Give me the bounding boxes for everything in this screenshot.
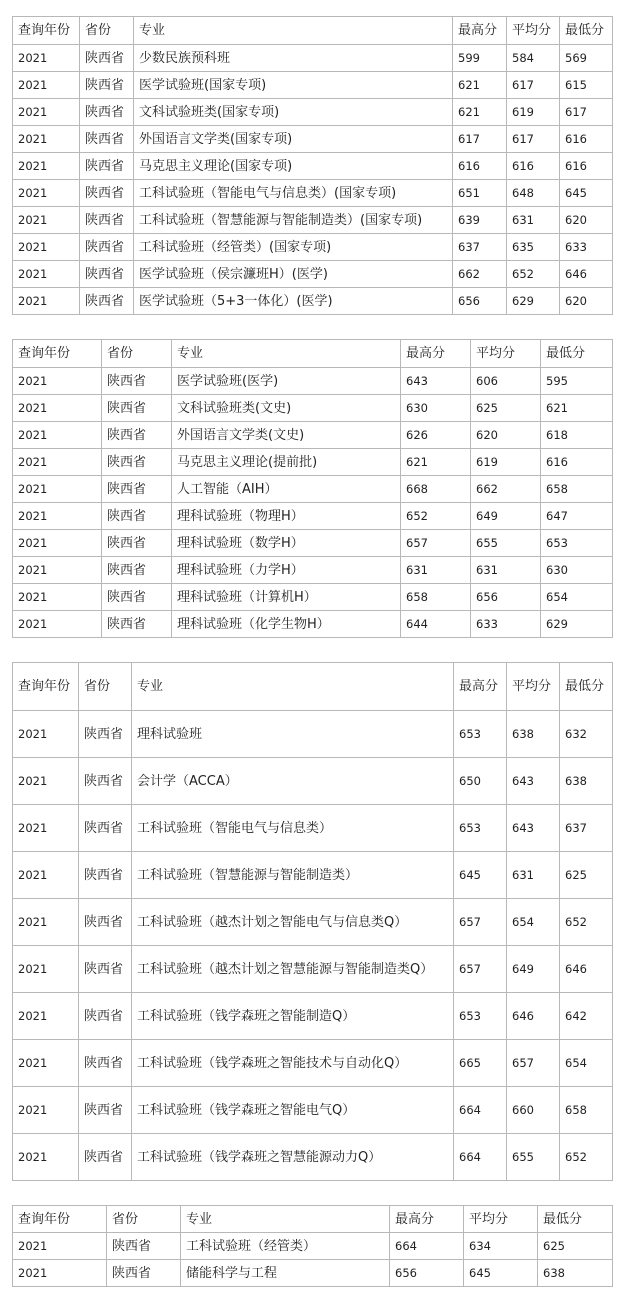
province-cell: 陕西省 bbox=[107, 1233, 181, 1260]
major-cell: 少数民族预科班 bbox=[134, 45, 453, 72]
min-score-cell: 652 bbox=[560, 1134, 613, 1181]
avg-score-cell: 645 bbox=[464, 1260, 538, 1287]
avg-score-cell: 652 bbox=[507, 261, 560, 288]
max-score-cell: 657 bbox=[401, 530, 471, 557]
province-cell: 陕西省 bbox=[80, 153, 134, 180]
min-score-cell: 638 bbox=[560, 758, 613, 805]
major-cell: 工科试验班（经管类）(国家专项) bbox=[134, 234, 453, 261]
max-score-cell: 643 bbox=[401, 368, 471, 395]
avg-score-header: 平均分 bbox=[507, 17, 560, 45]
table-row bbox=[13, 758, 613, 805]
major-cell: 工科试验班（智能电气与信息类） bbox=[132, 805, 454, 852]
max-score-cell: 653 bbox=[454, 993, 507, 1040]
table-row bbox=[13, 1040, 613, 1087]
year-cell: 2021 bbox=[13, 711, 79, 758]
min-score-cell: 646 bbox=[560, 261, 613, 288]
major-cell: 理科试验班（计算机H） bbox=[172, 584, 401, 611]
province-cell: 陕西省 bbox=[79, 805, 132, 852]
max-score-cell: 652 bbox=[401, 503, 471, 530]
year-cell: 2021 bbox=[13, 1233, 107, 1260]
header-row bbox=[13, 17, 613, 45]
min-score-cell: 615 bbox=[560, 72, 613, 99]
year-cell: 2021 bbox=[13, 395, 102, 422]
min-score-header: 最低分 bbox=[560, 17, 613, 45]
province-cell: 陕西省 bbox=[80, 288, 134, 315]
max-score-cell: 621 bbox=[453, 99, 507, 126]
table-row bbox=[13, 72, 613, 99]
table-row bbox=[13, 530, 613, 557]
avg-score-cell: 655 bbox=[471, 530, 541, 557]
header-row bbox=[13, 1206, 613, 1233]
major-cell: 医学试验班（侯宗濂班H）(医学) bbox=[134, 261, 453, 288]
admission-score-table-1 bbox=[12, 16, 613, 315]
max-score-cell: 665 bbox=[454, 1040, 507, 1087]
header-row bbox=[13, 340, 613, 368]
avg-score-cell: 643 bbox=[507, 758, 560, 805]
min-score-cell: 625 bbox=[560, 852, 613, 899]
min-score-cell: 647 bbox=[541, 503, 613, 530]
year-cell: 2021 bbox=[13, 45, 80, 72]
table-row bbox=[13, 422, 613, 449]
avg-score-cell: 662 bbox=[471, 476, 541, 503]
min-score-cell: 658 bbox=[560, 1087, 613, 1134]
table-row bbox=[13, 180, 613, 207]
major-cell: 工科试验班（越杰计划之智慧能源与智能制造类Q） bbox=[132, 946, 454, 993]
province-cell: 陕西省 bbox=[80, 72, 134, 99]
avg-score-cell: 584 bbox=[507, 45, 560, 72]
max-score-cell: 644 bbox=[401, 611, 471, 638]
province-cell: 陕西省 bbox=[107, 1260, 181, 1287]
avg-score-cell: 617 bbox=[507, 72, 560, 99]
min-score-cell: 632 bbox=[560, 711, 613, 758]
max-score-cell: 637 bbox=[453, 234, 507, 261]
year-header: 查询年份 bbox=[13, 340, 102, 368]
year-cell: 2021 bbox=[13, 1260, 107, 1287]
major-cell: 理科试验班 bbox=[132, 711, 454, 758]
year-cell: 2021 bbox=[13, 422, 102, 449]
major-cell: 人工智能（AIH） bbox=[172, 476, 401, 503]
table-row bbox=[13, 993, 613, 1040]
table-row bbox=[13, 503, 613, 530]
avg-score-cell: 646 bbox=[507, 993, 560, 1040]
table-row bbox=[13, 711, 613, 758]
table-row bbox=[13, 207, 613, 234]
max-score-cell: 616 bbox=[453, 153, 507, 180]
year-cell: 2021 bbox=[13, 476, 102, 503]
max-score-cell: 664 bbox=[454, 1087, 507, 1134]
avg-score-cell: 620 bbox=[471, 422, 541, 449]
avg-score-cell: 638 bbox=[507, 711, 560, 758]
max-score-cell: 651 bbox=[453, 180, 507, 207]
major-cell: 工科试验班（越杰计划之智能电气与信息类Q） bbox=[132, 899, 454, 946]
max-score-cell: 617 bbox=[453, 126, 507, 153]
min-score-cell: 633 bbox=[560, 234, 613, 261]
min-score-cell: 642 bbox=[560, 993, 613, 1040]
avg-score-cell: 629 bbox=[507, 288, 560, 315]
avg-score-cell: 657 bbox=[507, 1040, 560, 1087]
min-score-cell: 645 bbox=[560, 180, 613, 207]
province-cell: 陕西省 bbox=[80, 45, 134, 72]
year-cell: 2021 bbox=[13, 946, 79, 993]
table-row bbox=[13, 1087, 613, 1134]
province-cell: 陕西省 bbox=[80, 180, 134, 207]
province-cell: 陕西省 bbox=[79, 993, 132, 1040]
min-score-cell: 646 bbox=[560, 946, 613, 993]
province-header: 省份 bbox=[107, 1206, 181, 1233]
table-row bbox=[13, 45, 613, 72]
max-score-cell: 656 bbox=[390, 1260, 464, 1287]
table-row bbox=[13, 153, 613, 180]
major-cell: 文科试验班类(文史) bbox=[172, 395, 401, 422]
max-score-cell: 639 bbox=[453, 207, 507, 234]
max-score-cell: 664 bbox=[454, 1134, 507, 1181]
max-score-cell: 657 bbox=[454, 946, 507, 993]
min-score-cell: 630 bbox=[541, 557, 613, 584]
year-cell: 2021 bbox=[13, 584, 102, 611]
year-cell: 2021 bbox=[13, 805, 79, 852]
province-cell: 陕西省 bbox=[79, 946, 132, 993]
max-score-cell: 656 bbox=[453, 288, 507, 315]
table-row bbox=[13, 946, 613, 993]
avg-score-header: 平均分 bbox=[471, 340, 541, 368]
avg-score-cell: 649 bbox=[507, 946, 560, 993]
max-score-cell: 630 bbox=[401, 395, 471, 422]
avg-score-cell: 625 bbox=[471, 395, 541, 422]
province-cell: 陕西省 bbox=[80, 261, 134, 288]
year-cell: 2021 bbox=[13, 126, 80, 153]
min-score-cell: 595 bbox=[541, 368, 613, 395]
avg-score-cell: 654 bbox=[507, 899, 560, 946]
major-cell: 理科试验班（化学生物H） bbox=[172, 611, 401, 638]
table-row bbox=[13, 368, 613, 395]
major-header: 专业 bbox=[172, 340, 401, 368]
year-cell: 2021 bbox=[13, 530, 102, 557]
table-row bbox=[13, 99, 613, 126]
max-score-header: 最高分 bbox=[453, 17, 507, 45]
max-score-cell: 668 bbox=[401, 476, 471, 503]
min-score-cell: 654 bbox=[560, 1040, 613, 1087]
min-score-cell: 616 bbox=[560, 153, 613, 180]
year-cell: 2021 bbox=[13, 1087, 79, 1134]
avg-score-cell: 643 bbox=[507, 805, 560, 852]
year-cell: 2021 bbox=[13, 261, 80, 288]
major-cell: 工科试验班（智能电气与信息类）(国家专项) bbox=[134, 180, 453, 207]
major-cell: 马克思主义理论(提前批) bbox=[172, 449, 401, 476]
min-score-cell: 569 bbox=[560, 45, 613, 72]
major-cell: 理科试验班（数学H） bbox=[172, 530, 401, 557]
province-cell: 陕西省 bbox=[80, 126, 134, 153]
avg-score-cell: 606 bbox=[471, 368, 541, 395]
province-cell: 陕西省 bbox=[79, 852, 132, 899]
province-cell: 陕西省 bbox=[79, 1040, 132, 1087]
year-cell: 2021 bbox=[13, 503, 102, 530]
year-cell: 2021 bbox=[13, 368, 102, 395]
table-row bbox=[13, 395, 613, 422]
major-cell: 外国语言文学类(国家专项) bbox=[134, 126, 453, 153]
major-cell: 工科试验班（钱学森班之智能电气Q） bbox=[132, 1087, 454, 1134]
min-score-header: 最低分 bbox=[560, 663, 613, 711]
year-cell: 2021 bbox=[13, 180, 80, 207]
min-score-cell: 653 bbox=[541, 530, 613, 557]
avg-score-cell: 655 bbox=[507, 1134, 560, 1181]
min-score-cell: 637 bbox=[560, 805, 613, 852]
min-score-cell: 616 bbox=[541, 449, 613, 476]
min-score-cell: 652 bbox=[560, 899, 613, 946]
major-cell: 文科试验班类(国家专项) bbox=[134, 99, 453, 126]
avg-score-cell: 648 bbox=[507, 180, 560, 207]
avg-score-cell: 631 bbox=[507, 852, 560, 899]
table-row bbox=[13, 1134, 613, 1181]
year-cell: 2021 bbox=[13, 993, 79, 1040]
avg-score-header: 平均分 bbox=[464, 1206, 538, 1233]
min-score-cell: 658 bbox=[541, 476, 613, 503]
table-row bbox=[13, 234, 613, 261]
avg-score-cell: 616 bbox=[507, 153, 560, 180]
major-cell: 外国语言文学类(文史) bbox=[172, 422, 401, 449]
major-cell: 马克思主义理论(国家专项) bbox=[134, 153, 453, 180]
min-score-cell: 620 bbox=[560, 207, 613, 234]
table-row bbox=[13, 1260, 613, 1287]
table-row bbox=[13, 1233, 613, 1260]
major-cell: 工科试验班（钱学森班之智能制造Q） bbox=[132, 993, 454, 1040]
table-row bbox=[13, 611, 613, 638]
year-cell: 2021 bbox=[13, 288, 80, 315]
year-cell: 2021 bbox=[13, 1134, 79, 1181]
major-cell: 储能科学与工程 bbox=[181, 1260, 390, 1287]
province-header: 省份 bbox=[80, 17, 134, 45]
avg-score-cell: 633 bbox=[471, 611, 541, 638]
major-cell: 医学试验班(医学) bbox=[172, 368, 401, 395]
province-cell: 陕西省 bbox=[79, 899, 132, 946]
province-cell: 陕西省 bbox=[79, 711, 132, 758]
year-header: 查询年份 bbox=[13, 1206, 107, 1233]
avg-score-cell: 631 bbox=[507, 207, 560, 234]
avg-score-cell: 619 bbox=[507, 99, 560, 126]
province-cell: 陕西省 bbox=[102, 449, 172, 476]
max-score-cell: 650 bbox=[454, 758, 507, 805]
year-cell: 2021 bbox=[13, 758, 79, 805]
province-header: 省份 bbox=[79, 663, 132, 711]
min-score-cell: 618 bbox=[541, 422, 613, 449]
province-cell: 陕西省 bbox=[79, 1087, 132, 1134]
major-cell: 理科试验班（力学H） bbox=[172, 557, 401, 584]
province-cell: 陕西省 bbox=[102, 584, 172, 611]
avg-score-cell: 617 bbox=[507, 126, 560, 153]
max-score-cell: 621 bbox=[401, 449, 471, 476]
major-cell: 工科试验班（智慧能源与智能制造类） bbox=[132, 852, 454, 899]
province-cell: 陕西省 bbox=[102, 530, 172, 557]
province-cell: 陕西省 bbox=[102, 557, 172, 584]
header-row bbox=[13, 663, 613, 711]
province-cell: 陕西省 bbox=[80, 207, 134, 234]
max-score-cell: 657 bbox=[454, 899, 507, 946]
province-header: 省份 bbox=[102, 340, 172, 368]
province-cell: 陕西省 bbox=[80, 99, 134, 126]
province-cell: 陕西省 bbox=[102, 422, 172, 449]
max-score-header: 最高分 bbox=[401, 340, 471, 368]
province-cell: 陕西省 bbox=[102, 503, 172, 530]
min-score-cell: 617 bbox=[560, 99, 613, 126]
year-cell: 2021 bbox=[13, 72, 80, 99]
max-score-cell: 664 bbox=[390, 1233, 464, 1260]
year-cell: 2021 bbox=[13, 1040, 79, 1087]
year-header: 查询年份 bbox=[13, 663, 79, 711]
admission-score-table-2 bbox=[12, 339, 613, 638]
table-row bbox=[13, 288, 613, 315]
table-row bbox=[13, 852, 613, 899]
table-row bbox=[13, 557, 613, 584]
province-cell: 陕西省 bbox=[102, 611, 172, 638]
year-header: 查询年份 bbox=[13, 17, 80, 45]
year-cell: 2021 bbox=[13, 207, 80, 234]
max-score-cell: 645 bbox=[454, 852, 507, 899]
major-cell: 医学试验班(国家专项) bbox=[134, 72, 453, 99]
max-score-cell: 653 bbox=[454, 805, 507, 852]
max-score-header: 最高分 bbox=[454, 663, 507, 711]
year-cell: 2021 bbox=[13, 99, 80, 126]
year-cell: 2021 bbox=[13, 852, 79, 899]
min-score-header: 最低分 bbox=[541, 340, 613, 368]
max-score-cell: 662 bbox=[453, 261, 507, 288]
min-score-cell: 638 bbox=[538, 1260, 613, 1287]
province-cell: 陕西省 bbox=[102, 395, 172, 422]
province-cell: 陕西省 bbox=[79, 1134, 132, 1181]
max-score-cell: 599 bbox=[453, 45, 507, 72]
avg-score-cell: 656 bbox=[471, 584, 541, 611]
min-score-cell: 625 bbox=[538, 1233, 613, 1260]
max-score-header: 最高分 bbox=[390, 1206, 464, 1233]
avg-score-cell: 635 bbox=[507, 234, 560, 261]
max-score-cell: 631 bbox=[401, 557, 471, 584]
major-cell: 会计学（ACCA） bbox=[132, 758, 454, 805]
year-cell: 2021 bbox=[13, 611, 102, 638]
major-header: 专业 bbox=[134, 17, 453, 45]
table-row bbox=[13, 805, 613, 852]
min-score-cell: 629 bbox=[541, 611, 613, 638]
major-cell: 工科试验班（智慧能源与智能制造类）(国家专项) bbox=[134, 207, 453, 234]
year-cell: 2021 bbox=[13, 234, 80, 261]
province-cell: 陕西省 bbox=[80, 234, 134, 261]
avg-score-header: 平均分 bbox=[507, 663, 560, 711]
table-row bbox=[13, 126, 613, 153]
major-header: 专业 bbox=[181, 1206, 390, 1233]
max-score-cell: 658 bbox=[401, 584, 471, 611]
admission-score-table-3 bbox=[12, 662, 613, 1181]
avg-score-cell: 660 bbox=[507, 1087, 560, 1134]
avg-score-cell: 649 bbox=[471, 503, 541, 530]
major-cell: 理科试验班（物理H） bbox=[172, 503, 401, 530]
avg-score-cell: 631 bbox=[471, 557, 541, 584]
major-cell: 工科试验班（钱学森班之智慧能源动力Q） bbox=[132, 1134, 454, 1181]
min-score-cell: 620 bbox=[560, 288, 613, 315]
table-row bbox=[13, 584, 613, 611]
avg-score-cell: 619 bbox=[471, 449, 541, 476]
max-score-cell: 621 bbox=[453, 72, 507, 99]
table-row bbox=[13, 261, 613, 288]
major-cell: 工科试验班（钱学森班之智能技术与自动化Q） bbox=[132, 1040, 454, 1087]
year-cell: 2021 bbox=[13, 557, 102, 584]
max-score-cell: 653 bbox=[454, 711, 507, 758]
province-cell: 陕西省 bbox=[102, 476, 172, 503]
avg-score-cell: 634 bbox=[464, 1233, 538, 1260]
admission-score-table-4 bbox=[12, 1205, 613, 1287]
province-cell: 陕西省 bbox=[102, 368, 172, 395]
year-cell: 2021 bbox=[13, 153, 80, 180]
major-cell: 工科试验班（经管类） bbox=[181, 1233, 390, 1260]
min-score-header: 最低分 bbox=[538, 1206, 613, 1233]
province-cell: 陕西省 bbox=[79, 758, 132, 805]
table-row bbox=[13, 449, 613, 476]
table-row bbox=[13, 476, 613, 503]
min-score-cell: 654 bbox=[541, 584, 613, 611]
year-cell: 2021 bbox=[13, 899, 79, 946]
year-cell: 2021 bbox=[13, 449, 102, 476]
min-score-cell: 616 bbox=[560, 126, 613, 153]
min-score-cell: 621 bbox=[541, 395, 613, 422]
max-score-cell: 626 bbox=[401, 422, 471, 449]
major-header: 专业 bbox=[132, 663, 454, 711]
table-row bbox=[13, 899, 613, 946]
major-cell: 医学试验班（5+3一体化）(医学) bbox=[134, 288, 453, 315]
